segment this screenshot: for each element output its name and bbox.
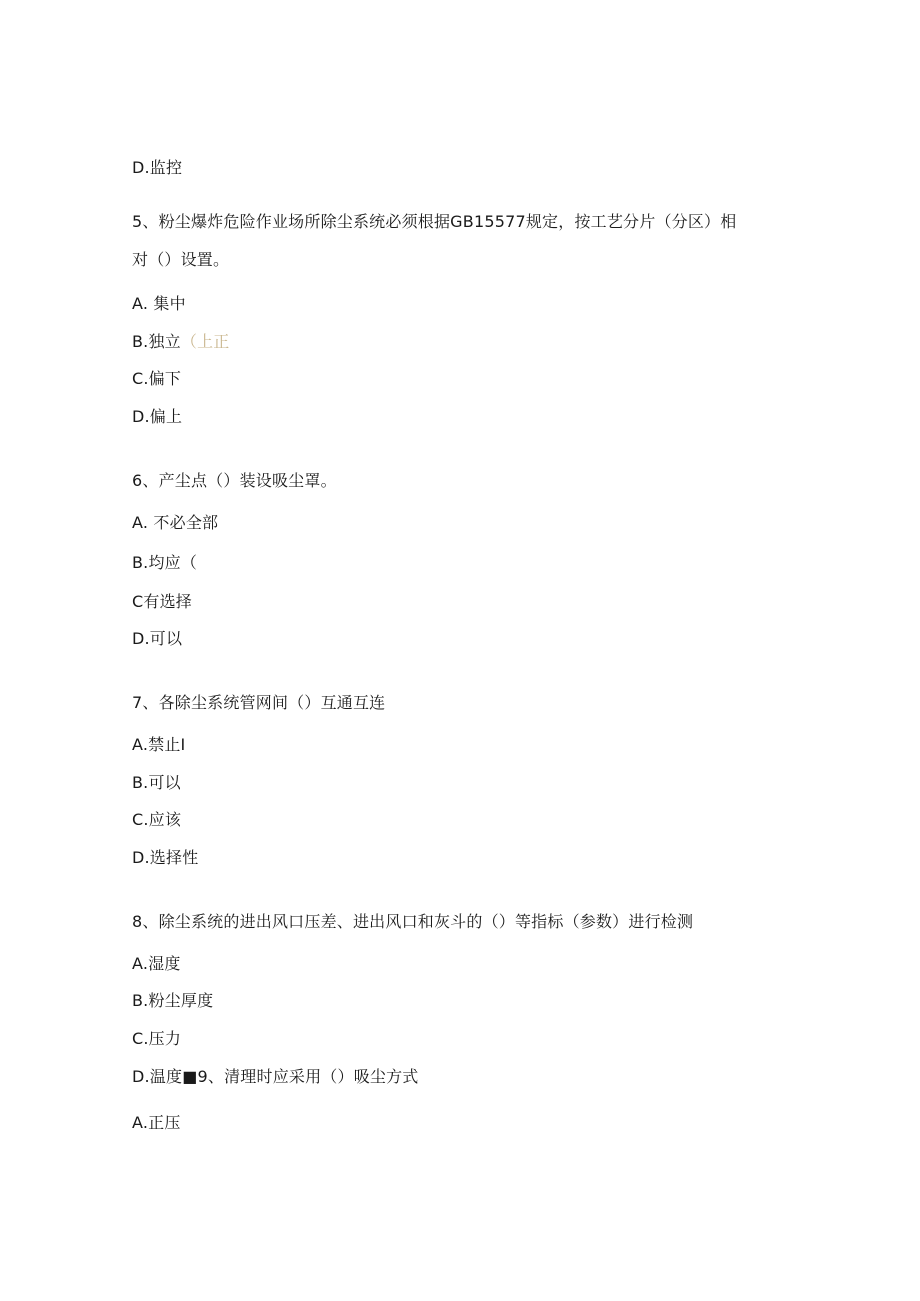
q5-question-line2: 对（）设置。 <box>132 250 230 269</box>
q6-question: 6、产尘点（）装设吸尘罩。 <box>132 471 337 490</box>
q7-option-c: C.应该 <box>132 810 182 829</box>
q6-option-c: C有选择 <box>132 592 192 611</box>
q6-option-b: B.均应（ <box>132 553 198 572</box>
q7-option-b: B.可以 <box>132 773 181 792</box>
q5-option-d: D.偏上 <box>132 407 183 426</box>
q8-question: 8、除尘系统的进出风口压差、进出风口和灰斗的（）等指标（参数）进行检测 <box>132 912 694 931</box>
q7-option-a: A.禁止I <box>132 735 186 754</box>
q5-question-line1: 5、粉尘爆炸危险作业场所除尘系统必须根据GB15577规定，按工艺分片（分区）相 <box>132 212 737 231</box>
q8-option-d-and-q9-question: D.温度■9、清理时应采用（）吸尘方式 <box>132 1067 419 1086</box>
q5-option-b-mark: （上正 <box>180 332 230 351</box>
q7-question: 7、各除尘系统管网间（）互通互连 <box>132 693 386 712</box>
q6-option-d: D.可以 <box>132 629 183 648</box>
q8-option-c: C.压力 <box>132 1029 182 1048</box>
q7-option-d: D.选择性 <box>132 848 199 867</box>
q5-option-b-text: B.独立 <box>132 332 181 351</box>
q8-option-a: A.湿度 <box>132 954 181 973</box>
q6-option-a: A. 不必全部 <box>132 513 219 532</box>
q8-option-b: B.粉尘厚度 <box>132 991 214 1010</box>
q9-option-a: A.正压 <box>132 1113 181 1132</box>
q5-option-b <box>132 332 229 352</box>
q5-option-a: A. 集中 <box>132 294 186 313</box>
q4-option-d: D.监控 <box>132 158 183 177</box>
q5-option-c: C.偏下 <box>132 369 182 388</box>
